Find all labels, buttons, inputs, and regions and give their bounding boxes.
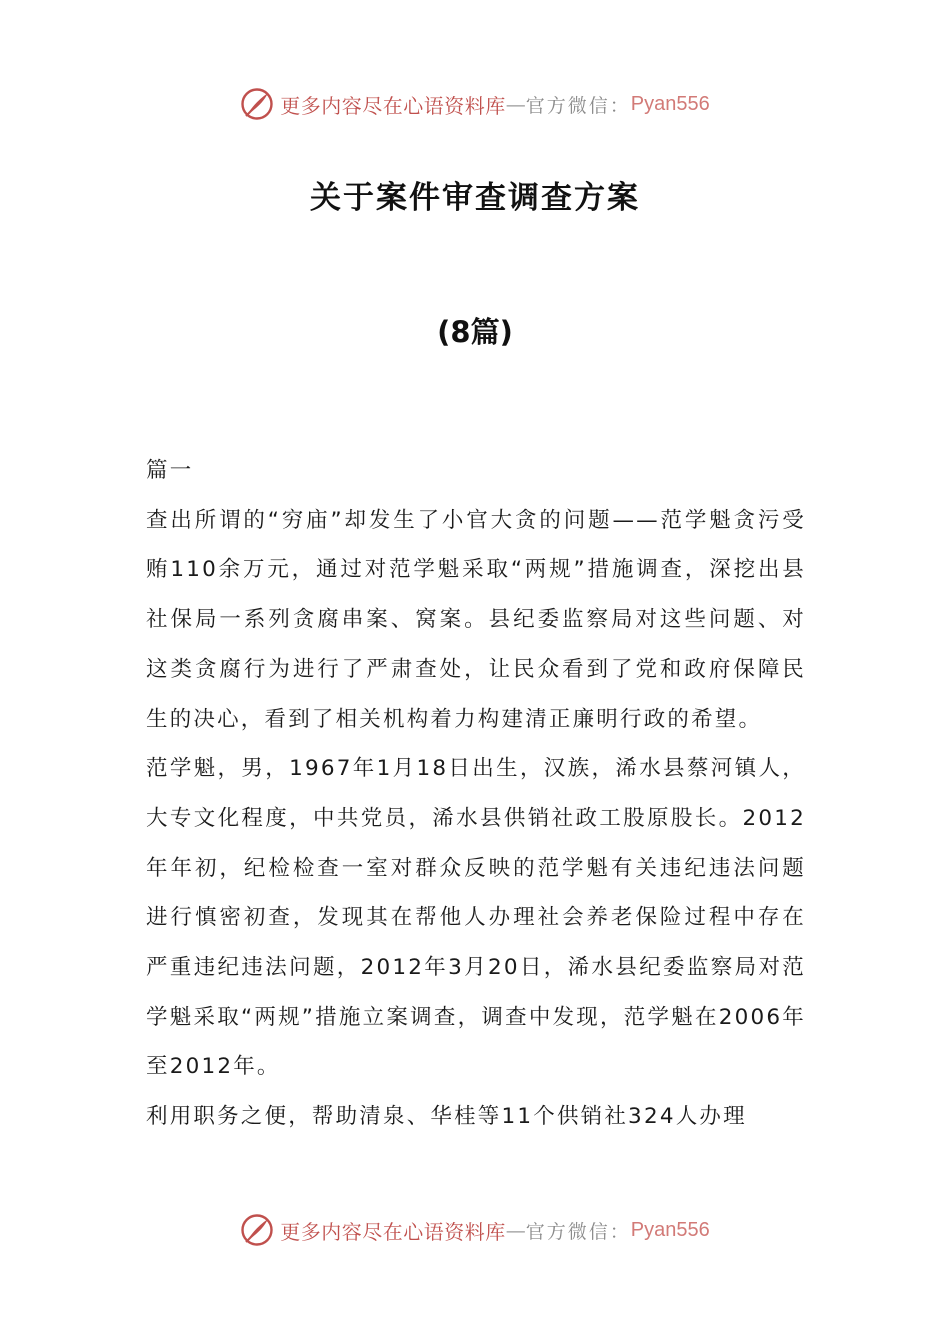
header-watermark-banner — [0, 82, 950, 126]
banner-separator: — — [505, 1218, 526, 1242]
body-paragraph-2: 范学魁，男，1967年1月18日出生，汉族，浠水县蔡河镇人，大专文化程度，中共党员，浠水县供销社政工股原股长。2012年年初，纪检检查一室对群众反映的范学魁有关违纪违法问题进行慎密初查，发现其在帮他人办理社会养老保险过程中存在严重违纪违法问题，2012年3月20日，浠水县纪委监察局对范学魁采取“两规”措施立案调查，调查中发现，范学魁在2006年至2012年。 — [146, 756, 806, 1080]
banner-wechat-id: Pyan556 — [630, 92, 710, 115]
footer-watermark-banner — [0, 1208, 950, 1252]
banner-separator: — — [505, 92, 526, 116]
banner-wechat-id: Pyan556 — [630, 1218, 710, 1241]
document-body — [146, 446, 806, 1142]
body-paragraph-3: 利用职务之便，帮助清泉、华桂等11个供销社324人办理 — [146, 1104, 747, 1130]
document-title: 关于案件审查调查方案 — [310, 180, 640, 216]
banner-text: 更多内容尽在心语资料库 — [280, 1219, 506, 1244]
section-label: 篇一 — [146, 458, 194, 483]
document-subtitle: (8篇) — [437, 315, 513, 349]
quill-logo-icon — [240, 1213, 274, 1247]
quill-logo-icon — [240, 87, 274, 121]
banner-wechat-label: 官方微信： — [525, 94, 631, 117]
body-paragraph-1: 查出所谓的“穷庙”却发生了小官大贪的问题——范学魁贪污受贿110余万元，通过对范学魁采取“两规”措施调查，深挖出县社保局一系列贪腐串案、窝案。县纪委监察局对这些问题、对这类贪腐行为进行了严肃查处，让民众看到了党和政府保障民生的决心，看到了相关机构着力构建清正廉明行政的希望。 — [146, 507, 806, 732]
banner-wechat-label: 官方微信： — [525, 1220, 631, 1243]
banner-text: 更多内容尽在心语资料库 — [280, 93, 506, 118]
